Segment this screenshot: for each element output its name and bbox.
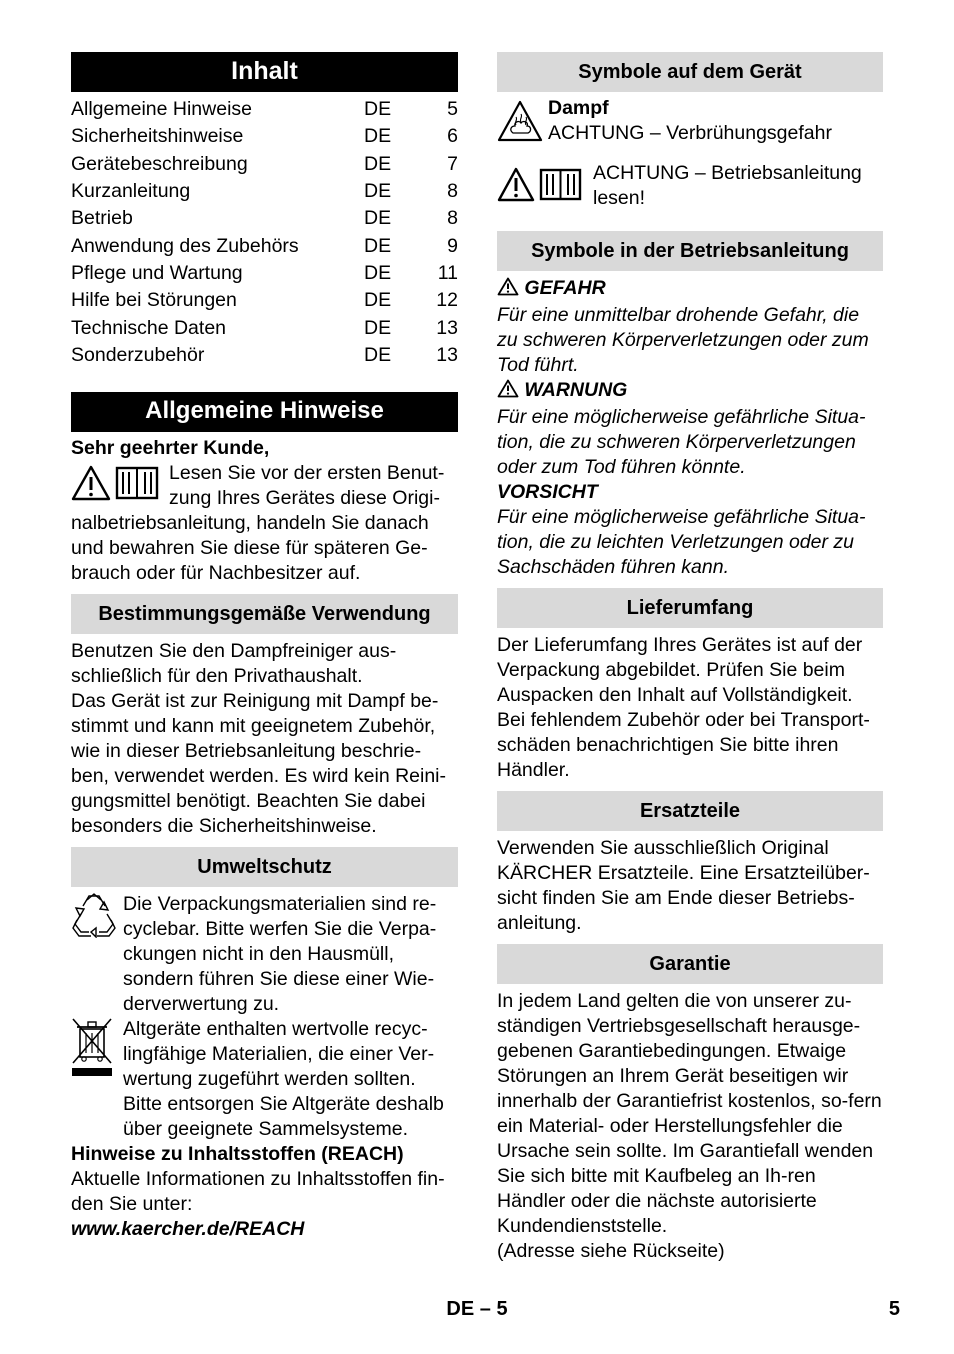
hot-steam-warning-icon [497, 100, 548, 149]
manual-symbol-block [497, 161, 883, 211]
toc-entry-lang: DE [364, 152, 392, 175]
toc-entry-page: 12 [436, 289, 458, 312]
recycling-block [71, 892, 458, 1017]
toc-entry-lang: DE [364, 207, 392, 230]
section-title-warranty: Garantie [497, 944, 883, 984]
toc-entry-lang: DE [364, 98, 392, 121]
toc-entry-page: 13 [436, 316, 458, 339]
toc-entry-page: 11 [437, 261, 458, 284]
section-title-spare-parts: Ersatzteile [497, 791, 883, 831]
toc-entry-label: Kurzanleitung [71, 180, 191, 203]
section-title-environment: Umweltschutz [71, 847, 458, 887]
toc-entry-lang: DE [364, 125, 392, 148]
section-title-usage: Bestimmungsgemäße Verwendung [71, 594, 458, 634]
section-title-general: Allgemeine Hinweise [71, 392, 458, 432]
toc-entry-label: Allgemeine Hinweise [71, 98, 253, 121]
danger-label: GEFAHR [524, 277, 606, 299]
reach-link[interactable]: www.kaercher.de/REACH [71, 1217, 305, 1240]
toc-row[interactable] [71, 342, 458, 369]
toc-entry-lang: DE [364, 289, 392, 312]
warning-label: WARNUNG [524, 379, 628, 401]
toc-entry-lang: DE [364, 234, 392, 257]
warning-manual-icon [71, 464, 163, 509]
toc-entry-label: Sonderzubehör [71, 343, 205, 366]
toc-row[interactable] [71, 178, 458, 205]
toc-row[interactable] [71, 260, 458, 287]
reach-text: Aktuelle Informationen zu Inhaltsstoffen fin-den Sie unter: [71, 1167, 445, 1215]
toc-row[interactable] [71, 151, 458, 178]
toc-entry-label: Gerätebeschreibung [71, 152, 248, 175]
usage-paragraph-2: Das Gerät ist zur Reinigung mit Dampf be-stimmt und kann mit geeignetem Zubehör, wie in dieser Betriebsanleitung beschrie-ben, verwendet werden. Es wird kein Reini-gungsmittel benötigt. Beachten Sie dabei besonders die Sicherheitshinweise. [71, 689, 447, 837]
toc-entry-label: Betrieb [71, 207, 133, 230]
caution-label: VORSICHT [497, 481, 598, 503]
reach-title: Hinweise zu Inhaltsstoffen (REACH) [71, 1142, 404, 1165]
warranty-text: In jedem Land gelten die von unserer zu-ständigen Vertriebsgesellschaft herausge-gebenen Garantiebedingungen. Etwaige Störungen an Ihrem Gerät beseitigen wir innerhalb der Garantiefrist kostenlos, so-fern ein Material- oder Herstellungsfehler die Ursache sein sollte. Im Garantiefall wenden Sie sich bitte mit Kaufbeleg an Ih-ren Händler oder die nächste autorisierte Kundendienststelle. [497, 990, 882, 1237]
intro-rest: nalbetriebsanleitung, handeln Sie danach und bewahren Sie diese für späteren Ge-brauch oder für Nachbesitzer auf. [71, 511, 429, 584]
intro-line-1: Lesen Sie vor der ersten Benut- [169, 461, 445, 484]
section-title-manual-symbols: Symbole in der Betriebsanleitung [497, 231, 883, 271]
toc-entry-lang: DE [364, 261, 392, 284]
warranty-address-note: (Adresse siehe Rückseite) [497, 1240, 725, 1262]
greeting: Sehr geehrter Kunde, [71, 436, 270, 459]
warning-triangle-icon [497, 379, 519, 405]
toc-entry-label: Hilfe bei Störungen [71, 289, 237, 312]
weee-block [71, 1017, 458, 1142]
toc-entry-page: 7 [447, 152, 458, 175]
toc-row[interactable] [71, 205, 458, 232]
toc-row[interactable] [71, 123, 458, 150]
scope-text: Der Lieferumfang Ihres Gerätes ist auf der Verpackung abgebildet. Prüfen Sie beim Auspacken den Inhalt auf Vollständigkeit. Bei fehlendem Zubehör oder bei Transport-schäden benachrichtigen Sie bitte ihren Händler. [497, 634, 870, 781]
toc-row[interactable] [71, 287, 458, 314]
intro-line-2: zung Ihres Gerätes diese Origi- [169, 486, 440, 509]
steam-label: Dampf [548, 97, 609, 119]
crossed-bin-icon [71, 1017, 123, 1142]
left-column [71, 52, 458, 1242]
danger-label-row [497, 276, 883, 303]
toc-row[interactable] [71, 314, 458, 341]
weee-text: Altgeräte enthalten wertvolle recyc-lingfähige Materialien, die einer Ver-wertung zugeführt werden sollten. Bitte entsorgen Sie Altgeräte deshalb über geeignete Sammelsysteme. [123, 1017, 444, 1140]
intro-block [71, 461, 458, 586]
spare-parts-text: Verwenden Sie ausschließlich Original KÄRCHER Ersatzteile. Eine Ersatzteilüber-sicht finden Sie am Ende dieser Betriebs-anleitung. [497, 837, 870, 934]
toc-entry-page: 8 [447, 207, 458, 230]
toc-table [71, 96, 458, 369]
steam-text: ACHTUNG – Verbrühungsgefahr [548, 122, 832, 144]
footer-page-label: DE – 5 [446, 1298, 508, 1320]
usage-paragraph-1: Benutzen Sie den Dampfreiniger aus-schließlich für den Privathaushalt. [71, 639, 397, 687]
warning-text: Für eine möglicherweise gefährliche Situa-tion, die zu schweren Körperverletzungen oder zum Tod führen könnte. [497, 406, 866, 478]
recycling-text: Die Verpackungsmaterialien sind re-cyclebar. Bitte werfen Sie die Verpa-ckungen nicht in den Hausmüll, sondern führen Sie diese einer Wie-derverwertung zu. [123, 892, 437, 1015]
toc-row[interactable] [71, 96, 458, 123]
toc-entry-label: Pflege und Wartung [71, 261, 243, 284]
toc-entry-lang: DE [364, 343, 392, 366]
toc-entry-lang: DE [364, 316, 392, 339]
toc-row[interactable] [71, 232, 458, 259]
toc-entry-page: 5 [447, 98, 458, 121]
section-title-device-symbols: Symbole auf dem Gerät [497, 52, 883, 92]
right-column [497, 52, 883, 1264]
warning-label-row [497, 378, 883, 405]
toc-title: Inhalt [71, 52, 458, 92]
footer-page-number: 5 [888, 1298, 900, 1320]
toc-entry-page: 6 [447, 125, 458, 148]
toc-entry-label: Technische Daten [71, 316, 227, 339]
danger-text: Für eine unmittelbar drohende Gefahr, die zu schweren Körperverletzungen oder zum Tod führt. [497, 304, 869, 376]
manual-text: ACHTUNG – Betriebsanleitung lesen! [593, 162, 862, 209]
toc-entry-page: 8 [447, 180, 458, 203]
toc-entry-label: Sicherheitshinweise [71, 125, 244, 148]
caution-text: Für eine möglicherweise gefährliche Situa-tion, die zu leichten Verletzungen oder zu Sachschäden führen kann. [497, 506, 866, 578]
toc-entry-page: 13 [436, 343, 458, 366]
section-title-scope: Lieferumfang [497, 588, 883, 628]
toc-entry-page: 9 [447, 234, 458, 257]
read-manual-warning-icon [497, 167, 593, 211]
recycling-icon [71, 892, 123, 1017]
danger-triangle-icon [497, 277, 519, 303]
toc-entry-lang: DE [364, 180, 392, 203]
toc-entry-label: Anwendung des Zubehörs [71, 234, 299, 257]
steam-symbol-block [497, 96, 883, 149]
